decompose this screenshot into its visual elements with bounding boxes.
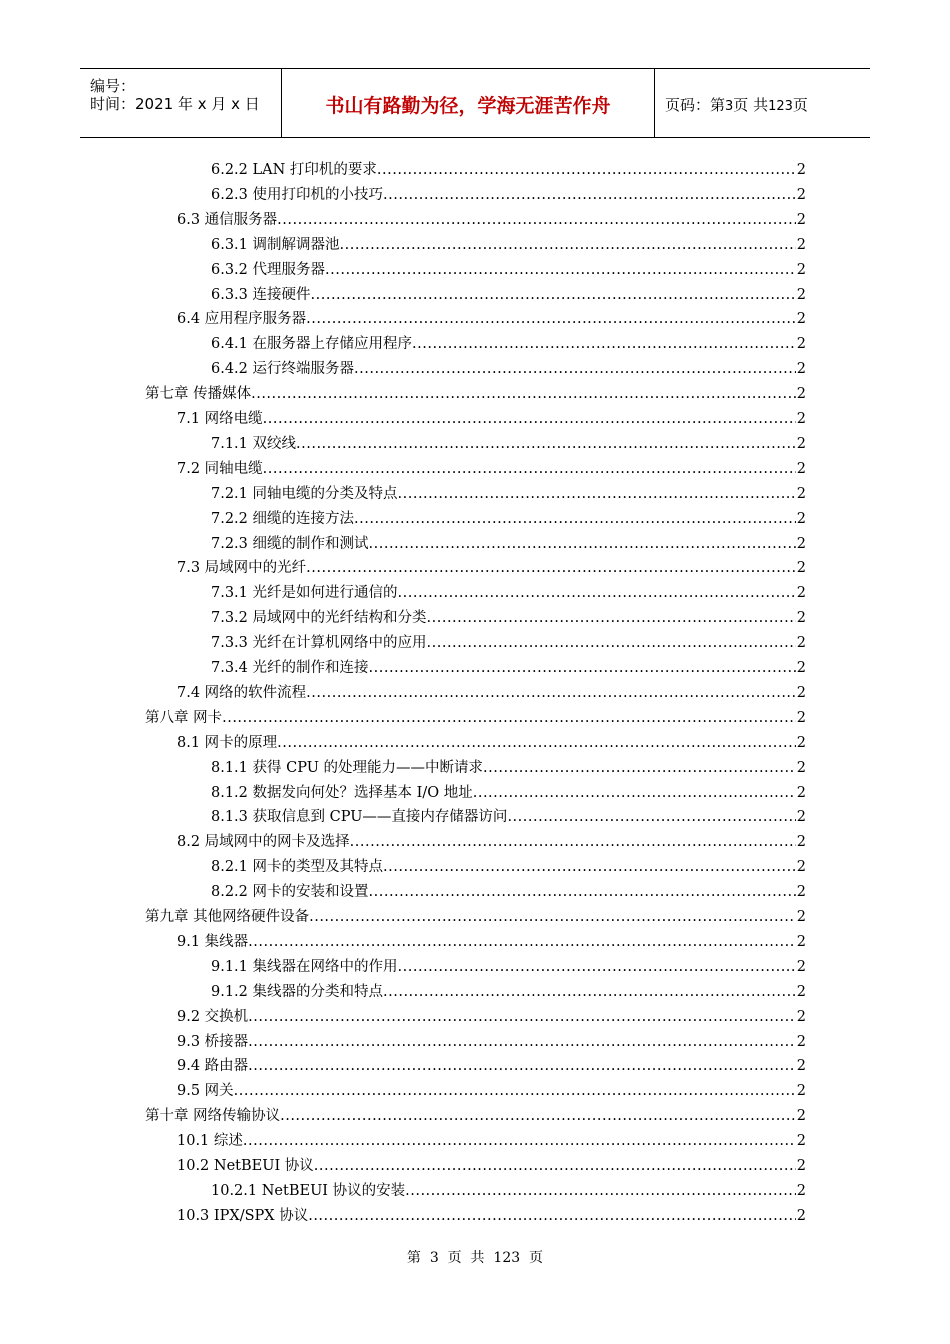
toc-entry-title: 7.1 网络电缆: [177, 411, 263, 427]
toc-entry[interactable]: [211, 283, 806, 307]
toc-dot-leader: [340, 233, 796, 257]
toc-entry-title: 7.2.2 细缆的连接方法: [211, 510, 355, 527]
page-header: [80, 68, 870, 138]
toc-entry[interactable]: [177, 1030, 806, 1054]
toc-entry-title: 7.3.2 局域网中的光纤结构和分类: [211, 610, 427, 627]
header-motto-cell: [282, 69, 655, 137]
toc-entry[interactable]: [177, 930, 806, 954]
toc-entry-page: 2: [796, 1182, 806, 1199]
toc-dot-leader: [405, 1179, 796, 1203]
toc-dot-leader: [354, 357, 796, 381]
toc-entry-page: 2: [796, 709, 806, 726]
toc-entry-page: 2: [796, 660, 806, 676]
toc-dot-leader: [427, 606, 796, 630]
toc-entry-title: 8.1 网卡的原理: [177, 734, 278, 751]
toc-dot-leader: [483, 756, 796, 780]
toc-entry-title: 7.3 局域网中的光纤: [177, 560, 307, 577]
toc-entry-title: 7.3.3 光纤在计算机网络中的应用: [211, 635, 427, 652]
toc-dot-leader: [383, 183, 796, 207]
toc-dot-leader: [383, 855, 796, 879]
toc-entry-page: 2: [796, 1008, 806, 1025]
toc-entry[interactable]: [211, 980, 806, 1004]
toc-dot-leader: [248, 1030, 796, 1054]
toc-entry-title: 第十章 网络传输协议: [145, 1108, 281, 1125]
toc-entry[interactable]: [177, 407, 806, 431]
toc-entry[interactable]: [211, 581, 806, 605]
toc-entry-title: 9.1.2 集线器的分类和特点: [211, 983, 384, 1000]
toc-entry[interactable]: [177, 1054, 806, 1078]
toc-entry-title: 8.1.2 数据发向何处？选择基本 I/O 地址: [211, 784, 473, 801]
toc-entry[interactable]: [177, 830, 806, 854]
toc-entry-page: 2: [796, 1083, 806, 1100]
toc-entry[interactable]: [211, 756, 806, 780]
toc-entry-page: 2: [796, 1108, 806, 1125]
toc-entry[interactable]: [211, 432, 806, 456]
toc-entry-page: 2: [796, 610, 806, 627]
toc-dot-leader: [350, 830, 796, 854]
toc-dot-leader: [507, 805, 795, 829]
toc-entry-page: 2: [796, 585, 806, 602]
toc-dot-leader: [306, 556, 796, 580]
toc-entry[interactable]: [177, 1154, 806, 1178]
header-motto: 书山有路勤为径，学海无涯苦作舟: [325, 95, 611, 117]
toc-dot-leader: [383, 980, 796, 1004]
toc-entry[interactable]: [211, 606, 806, 630]
toc-dot-leader: [427, 631, 796, 655]
toc-dot-leader: [398, 955, 796, 979]
toc-entry[interactable]: [177, 1005, 806, 1029]
toc-entry-title: 6.3.3 连接硬件: [211, 286, 311, 303]
toc-entry[interactable]: [145, 1104, 806, 1128]
header-page-cell: [655, 69, 870, 137]
toc-entry[interactable]: [211, 855, 806, 879]
toc-entry[interactable]: [211, 880, 806, 904]
toc-entry[interactable]: [145, 382, 806, 406]
toc-entry-title: 6.2.2 LAN 打印机的要求: [211, 162, 377, 178]
toc-dot-leader: [248, 1054, 796, 1078]
toc-entry-page: 2: [796, 759, 806, 776]
toc-entry-title: 10.2.1 NetBEUI 协议的安装: [211, 1182, 406, 1199]
toc-dot-leader: [251, 382, 796, 406]
toc-entry-title: 7.2.3 细缆的制作和测试: [211, 535, 369, 552]
toc-entry-page: 2: [796, 186, 806, 203]
toc-entry-title: 8.2 局域网中的网卡及选择: [177, 834, 350, 851]
toc-entry[interactable]: [177, 1079, 806, 1103]
toc-entry-title: 7.2.1 同轴电缆的分类及特点: [211, 485, 398, 502]
toc-entry[interactable]: [211, 357, 806, 381]
toc-entry[interactable]: [211, 805, 806, 829]
toc-entry-title: 第七章 传播媒体: [145, 386, 252, 403]
toc-entry-page: 2: [796, 909, 806, 925]
toc-entry[interactable]: [177, 457, 806, 481]
toc-entry-title: 9.5 网关: [177, 1083, 234, 1100]
toc-entry-page: 2: [796, 236, 806, 253]
toc-entry-page: 2: [796, 510, 806, 527]
toc-entry-title: 7.4 网络的软件流程: [177, 684, 307, 701]
toc-entry[interactable]: [211, 656, 806, 680]
toc-entry-title: 7.2 同轴电缆: [177, 460, 263, 477]
toc-entry-page: 2: [796, 809, 806, 826]
toc-entry[interactable]: [211, 507, 806, 531]
toc-entry[interactable]: [211, 631, 806, 655]
toc-entry-page: 2: [796, 734, 806, 751]
toc-entry-title: 6.2.3 使用打印机的小技巧: [211, 186, 384, 203]
toc-entry[interactable]: [177, 681, 806, 705]
toc-entry-title: 6.4 应用程序服务器: [177, 311, 307, 328]
toc-entry-title: 9.2 交换机: [177, 1008, 249, 1025]
toc-dot-leader: [248, 930, 796, 954]
toc-entry-title: 8.1.3 获取信息到 CPU——直接内存储器访问: [211, 809, 508, 826]
toc-entry-page: 2: [796, 386, 806, 403]
toc-dot-leader: [296, 432, 796, 456]
page-code-prefix: 页码：第: [665, 96, 726, 114]
toc-entry-page: 2: [796, 311, 806, 328]
toc-entry-title: 第九章 其他网络硬件设备: [145, 909, 310, 925]
toc-entry-title: 9.4 路由器: [177, 1058, 249, 1075]
toc-dot-leader: [398, 581, 796, 605]
toc-entry-page: 2: [796, 560, 806, 577]
toc-entry-page: 2: [796, 635, 806, 652]
toc-entry-page: 2: [796, 983, 806, 1000]
toc-entry[interactable]: [211, 158, 806, 182]
document-number-label: 编号：: [90, 77, 136, 95]
toc-entry-title: 10.3 IPX/SPX 协议: [177, 1207, 309, 1224]
toc-entry-title: 9.3 桥接器: [177, 1033, 249, 1050]
toc-entry-title: 6.4.2 运行终端服务器: [211, 361, 355, 378]
toc-dot-leader: [222, 706, 796, 730]
toc-dot-leader: [412, 332, 796, 356]
toc-entry-page: 2: [796, 933, 806, 950]
toc-entry-page: 2: [796, 261, 806, 278]
toc-entry[interactable]: [177, 208, 806, 232]
toc-dot-leader: [369, 656, 796, 680]
toc-entry-title: 第八章 网卡: [145, 709, 223, 726]
toc-dot-leader: [306, 681, 796, 705]
toc-entry-title: 8.2.1 网卡的类型及其特点: [211, 859, 384, 876]
toc-entry-page: 2: [796, 162, 806, 178]
toc-dot-leader: [473, 781, 796, 805]
toc-dot-leader: [325, 258, 796, 282]
toc-entry-page: 2: [796, 834, 806, 851]
header-meta-cell: [80, 69, 282, 137]
toc-dot-leader: [248, 1005, 796, 1029]
document-date: 时间：2021 年 x 月 x 日: [90, 95, 260, 113]
toc-entry-title: 6.3.2 代理服务器: [211, 261, 326, 278]
toc-dot-leader: [263, 457, 796, 481]
toc-entry-title: 7.1.1 双绞线: [211, 435, 297, 452]
toc-entry[interactable]: [177, 1204, 806, 1228]
toc-entry-page: 2: [796, 460, 806, 477]
toc-entry-page: 2: [796, 336, 806, 353]
toc-entry-title: 9.1.1 集线器在网络中的作用: [211, 958, 398, 975]
page-code-mid: 页 共: [733, 96, 769, 114]
toc-entry-title: 10.1 综述: [177, 1133, 243, 1150]
toc-entry[interactable]: [211, 258, 806, 282]
toc-entry-page: 2: [796, 1033, 806, 1050]
toc-entry-title: 9.1 集线器: [177, 933, 249, 950]
toc-entry[interactable]: [211, 532, 806, 556]
toc-dot-leader: [369, 880, 796, 904]
toc-entry[interactable]: [211, 781, 806, 805]
toc-entry-title: 7.3.1 光纤是如何进行通信的: [211, 585, 398, 602]
toc-dot-leader: [308, 1204, 796, 1228]
toc-entry[interactable]: [177, 1129, 806, 1153]
toc-dot-leader: [369, 532, 796, 556]
toc-entry[interactable]: [145, 905, 806, 929]
toc-entry[interactable]: [211, 332, 806, 356]
toc-dot-leader: [314, 1154, 796, 1178]
toc-dot-leader: [280, 1104, 796, 1128]
toc-dot-leader: [306, 307, 796, 331]
toc-entry-page: 2: [796, 361, 806, 378]
toc-entry[interactable]: [211, 482, 806, 506]
page-code-total: 123: [768, 99, 793, 114]
toc-dot-leader: [377, 158, 796, 182]
toc-entry-page: 2: [796, 1058, 806, 1075]
toc-entry[interactable]: [177, 307, 806, 331]
toc-entry-page: 2: [796, 411, 806, 427]
toc-entry-title: 6.3.1 调制解调器池: [211, 236, 340, 253]
toc-dot-leader: [398, 482, 796, 506]
toc-entry-page: 2: [796, 684, 806, 701]
toc-entry[interactable]: [211, 955, 806, 979]
toc-entry[interactable]: [177, 556, 806, 580]
page-footer: 第 3 页 共 123 页: [406, 1250, 544, 1266]
toc-entry-page: 2: [796, 859, 806, 876]
toc-entry-page: 2: [796, 535, 806, 552]
toc-dot-leader: [243, 1129, 796, 1153]
toc-entry[interactable]: [145, 706, 806, 730]
toc-entry-title: 6.3 通信服务器: [177, 211, 278, 228]
toc-entry-page: 2: [796, 784, 806, 801]
toc-dot-leader: [277, 731, 796, 755]
toc-dot-leader: [234, 1079, 796, 1103]
toc-entry-page: 2: [796, 958, 806, 975]
page-code-current: 3: [725, 99, 734, 114]
page-code-suffix: 页: [792, 96, 808, 114]
toc-entry-title: 8.1.1 获得 CPU 的处理能力——中断请求: [211, 759, 484, 776]
toc-dot-leader: [309, 905, 796, 929]
toc-entry[interactable]: [177, 731, 806, 755]
toc-entry[interactable]: [211, 233, 806, 257]
toc-entry-title: 10.2 NetBEUI 协议: [177, 1158, 314, 1174]
toc-entry-title: 8.2.2 网卡的安装和设置: [211, 884, 369, 901]
toc-entry-page: 2: [796, 1133, 806, 1150]
toc-entry-page: 2: [796, 211, 806, 228]
toc-entry-page: 2: [796, 1158, 806, 1174]
toc-entry-page: 2: [796, 884, 806, 901]
toc-entry[interactable]: [211, 1179, 806, 1203]
toc-entry[interactable]: [211, 183, 806, 207]
toc-entry-page: 2: [796, 435, 806, 452]
toc-entry-title: 7.3.4 光纤的制作和连接: [211, 660, 369, 676]
toc-dot-leader: [311, 283, 796, 307]
toc-entry-title: 6.4.1 在服务器上存储应用程序: [211, 336, 413, 353]
toc-dot-leader: [354, 507, 796, 531]
header-page-code: [665, 94, 808, 115]
toc-entry-page: 2: [796, 286, 806, 303]
toc-entry-page: 2: [796, 485, 806, 502]
toc-entry-page: 2: [796, 1207, 806, 1224]
toc-dot-leader: [277, 208, 796, 232]
toc-dot-leader: [263, 407, 796, 431]
